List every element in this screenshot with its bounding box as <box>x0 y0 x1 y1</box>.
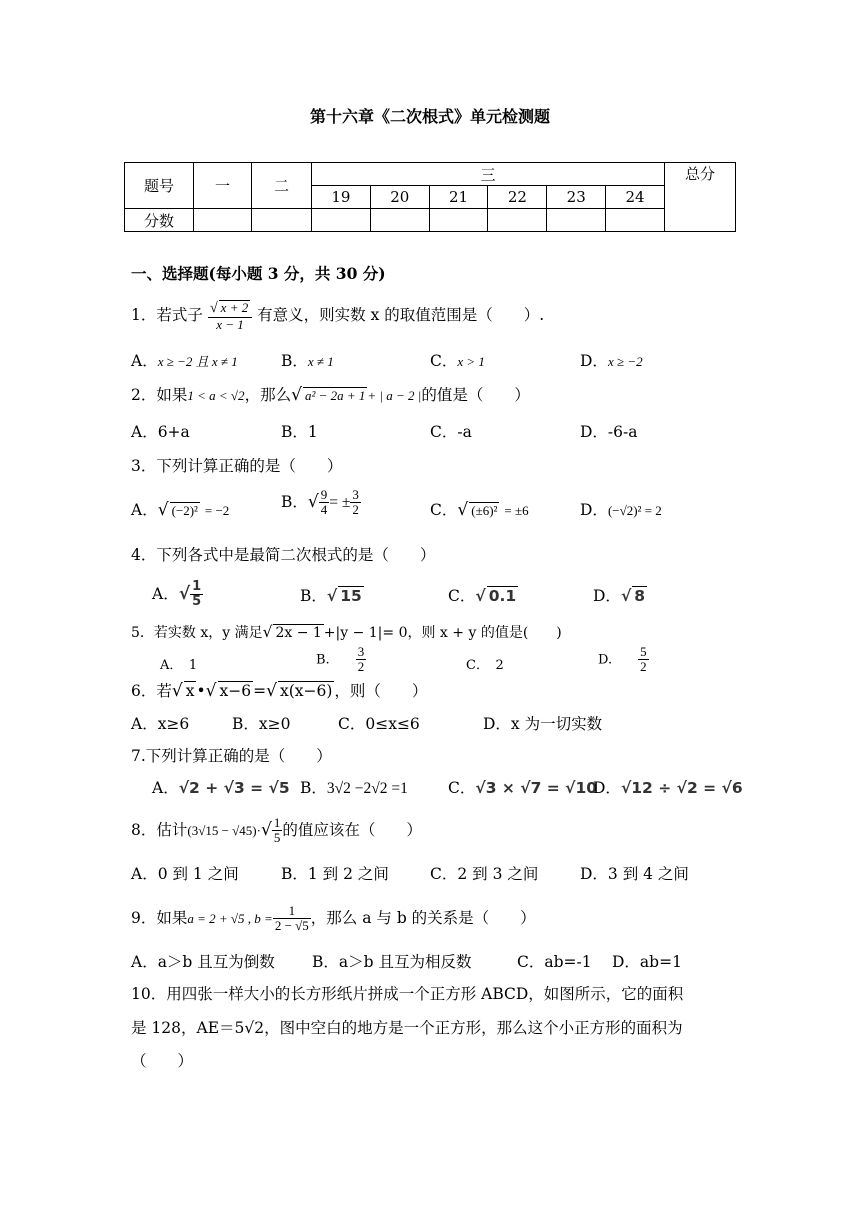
question-6: 6．若√ x •√ x−6 =√ x(x−6) ，则（ ） <box>131 681 428 701</box>
q5-prefix: 5．若实数 x，y 满足 <box>131 625 263 641</box>
frac-num: 1 <box>273 815 281 830</box>
q1-suffix: 有意义，则实数 x 的取值范围是（ ）. <box>257 306 545 325</box>
q9-frac <box>273 904 311 934</box>
option-value: 1 <box>188 658 198 673</box>
q1-option-a <box>131 349 238 371</box>
q6-option-a: A．x≥6 <box>131 715 190 733</box>
q5-option-d <box>598 645 649 675</box>
q6-prefix: 6．若 <box>131 682 172 700</box>
frac-num: 3 <box>357 644 365 659</box>
option-value: x ≥ −2 且 x ≠ 1 <box>157 354 238 369</box>
q8-prefix: 8．估计 <box>131 820 188 839</box>
q2-option-a: A．6+a <box>131 423 190 441</box>
option-label: A． <box>152 779 179 797</box>
q8-option-c: C．2 到 3 之间 <box>430 865 539 883</box>
table-cell: 22 <box>488 186 547 209</box>
option-value: √12 ÷ √2 = √6 <box>620 779 743 797</box>
table-cell <box>370 209 429 232</box>
q3-b-result-frac <box>350 488 361 518</box>
frac-num: 3 <box>352 487 359 502</box>
question-1 <box>131 300 544 332</box>
option-label: B． <box>281 492 308 511</box>
q8-option-d: D．3 到 4 之间 <box>580 865 689 883</box>
table-cell: 总分 <box>665 163 736 232</box>
option-label: D． <box>580 501 608 519</box>
q5-option-b <box>316 645 366 675</box>
option-value: √2 + √3 = √5 <box>178 779 290 797</box>
page-title: 第十六章《二次根式》单元检测题 <box>309 107 550 126</box>
table-cell: 二 <box>252 163 312 209</box>
q5-d-frac <box>638 645 649 675</box>
q7-option-a <box>152 776 290 798</box>
question-10-line-3: （ ） <box>131 1052 194 1070</box>
option-label: B． <box>300 779 327 797</box>
q2-suffix: 的值是（ ） <box>421 386 530 404</box>
option-value: (−√2)² = 2 <box>607 503 662 518</box>
option-label: A． <box>160 658 176 673</box>
option-value: √3 × √7 = √10 <box>475 779 598 797</box>
question-10-line-2: 是 128，AE＝5√2，图中空白的地方是一个正方形，那么这个小正方形的面积为 <box>131 1019 683 1037</box>
q3-option-a: A．√ (−2)² = −2 <box>131 500 230 520</box>
q8-frac <box>272 816 283 846</box>
q1-num: x + 2 <box>220 300 249 315</box>
q2-option-d: D．-6-a <box>580 423 638 441</box>
option-value: x ≥ −2 <box>607 354 643 369</box>
q4-option-d: D．√ 8 <box>593 587 646 605</box>
q6-equals: = <box>253 682 267 700</box>
frac-den: 2 − √5 <box>274 918 309 934</box>
table-cell: 19 <box>312 186 371 209</box>
table-cell <box>312 209 371 232</box>
option-value: 2 <box>495 658 504 673</box>
q2-condition: 1 < a < √2 <box>187 388 245 403</box>
table-cell <box>547 209 606 232</box>
q3-option-b: B．√ $\frac{9}{4}$ = ± $\frac{3}{2}$ <box>281 487 359 518</box>
question-4: 4．下列各式中是最简二次根式的是（ ） <box>131 546 436 564</box>
option-label: A． <box>131 352 158 370</box>
frac-den: 5 <box>273 830 281 846</box>
table-cell: 一 <box>194 163 252 209</box>
frac-num: 1 <box>273 904 311 919</box>
question-3: 3．下列计算正确的是（ ） <box>131 457 343 475</box>
option-label: C． <box>430 352 458 370</box>
question-7: 7.下列计算正确的是（ ） <box>131 747 332 765</box>
option-label: C． <box>466 658 483 673</box>
q2-option-c: C．-a <box>430 423 472 441</box>
q2-radicand: a² − 2a + 1 <box>304 388 366 403</box>
option-label: D． <box>593 779 621 797</box>
q8-expression: (3√15 − √45)· <box>187 822 261 838</box>
frac-num: 1 <box>192 579 202 594</box>
option-value: x > 1 <box>457 354 485 369</box>
option-value: 15 <box>340 587 362 605</box>
question-10-line-1: 10．用四张一样大小的长方形纸片拼成一个正方形 ABCD，如图所示，它的面积 <box>131 985 684 1003</box>
q6-suffix: ，则（ ） <box>334 682 428 700</box>
q3-b-frac <box>319 488 330 518</box>
q4-a-frac <box>190 580 203 610</box>
q8-option-b: B．1 到 2 之间 <box>281 865 389 883</box>
option-label: B． <box>300 587 327 605</box>
q6-radicand-1: x <box>185 682 195 700</box>
option-value: 8 <box>634 587 646 605</box>
table-cell <box>429 209 488 232</box>
table-cell: 三 <box>312 163 665 186</box>
q4-option-b: B．√ 15 <box>300 587 362 605</box>
option-label: A． <box>131 501 158 519</box>
q2-prefix: 2．如果 <box>131 386 188 404</box>
table-cell <box>606 209 665 232</box>
score-table <box>124 162 736 232</box>
option-label: C． <box>448 779 476 797</box>
table-cell: 分数 <box>125 209 194 232</box>
q9-expression: a = 2 + √5 , b = <box>187 910 273 926</box>
option-label: D． <box>593 587 621 605</box>
q4-option-c: C．√ 0.1 <box>448 587 517 605</box>
q6-option-d: D．x 为一切实数 <box>483 715 603 733</box>
question-5: 5．若实数 x，y 满足√ 2x − 1 +|y − 1|= 0，则 x + y 的值是( ) <box>131 623 562 641</box>
q9-option-b: B．a＞b 且互为相反数 <box>312 953 472 971</box>
q1-option-c <box>430 349 485 371</box>
q9-option-d: D．ab=1 <box>612 953 682 971</box>
frac-den: 5 <box>192 594 202 610</box>
frac-den: 2 <box>352 502 359 518</box>
frac-den: 2 <box>640 659 647 675</box>
q2-option-b: B．1 <box>281 423 318 441</box>
table-cell: 23 <box>547 186 606 209</box>
table-cell <box>252 209 312 232</box>
section-heading: 一、选择题(每小题 3 分，共 30 分) <box>131 264 386 283</box>
option-value: (−2)² <box>171 503 198 518</box>
q6-option-c: C．0≤x≤6 <box>338 715 420 733</box>
q6-option-b: B．x≥0 <box>232 715 291 733</box>
q5-option-c <box>466 654 504 673</box>
q7-option-d <box>593 776 743 798</box>
q9-prefix: 9．如果 <box>131 908 188 927</box>
frac-num: 9 <box>320 487 328 502</box>
option-label: D. <box>598 652 613 668</box>
table-cell: 24 <box>606 186 665 209</box>
option-result: = −2 <box>204 503 230 518</box>
q1-option-b <box>281 349 334 371</box>
question-8: 8．估计(3√15 − √45)·√ $\frac{1}{5}$ 的值应该在（ ） <box>131 815 422 846</box>
option-label: B. <box>316 652 330 668</box>
q5-mid: +|y − 1|= 0，则 x + y 的值是( ) <box>323 625 562 641</box>
table-cell: 20 <box>370 186 429 209</box>
q9-option-a: A．a＞b 且互为倒数 <box>131 953 275 971</box>
q6-radicand-3: x(x−6) <box>279 682 333 700</box>
frac-num: 5 <box>640 644 647 659</box>
option-value: 0.1 <box>488 587 517 605</box>
option-label: D． <box>580 352 608 370</box>
q9-option-c: C．ab=-1 <box>517 953 592 971</box>
q8-suffix: 的值应该在（ ） <box>282 820 422 839</box>
option-result: = ± <box>329 493 351 511</box>
q6-radicand-2: x−6 <box>219 682 252 700</box>
table-cell <box>194 209 252 232</box>
question-2: 2．如果1 < a < √2，那么√ a² − 2a + 1 + | a − 2 |的值是（ ） <box>131 385 530 405</box>
q9-suffix: ，那么 a 与 b 的关系是（ ） <box>310 908 536 927</box>
q1-den: x − 1 <box>216 316 244 332</box>
frac-den: 4 <box>320 502 328 518</box>
option-value: x ≠ 1 <box>307 354 334 369</box>
question-9 <box>131 904 536 934</box>
frac-den: 2 <box>357 659 365 675</box>
option-label: C． <box>430 501 458 519</box>
option-value: (±6)² <box>471 503 498 518</box>
q7-option-c <box>448 776 597 798</box>
q2-mid: ，那么 <box>244 386 292 404</box>
q1-prefix: 1．若式子 <box>131 306 203 325</box>
q1-option-d <box>580 349 643 371</box>
q5-radicand: 2x − 1 <box>275 625 322 641</box>
table-cell: 题号 <box>125 163 194 209</box>
q6-dot: • <box>196 682 206 700</box>
option-value: 3√2 −2√2 =1 <box>326 780 408 797</box>
q1-fraction: $\frac{√ x + 2}{x - 1}$ <box>208 300 252 332</box>
table-cell: 21 <box>429 186 488 209</box>
q4-option-a: A．√ $\frac{1}{5}$ <box>152 579 202 610</box>
option-label: B． <box>281 352 308 370</box>
q7-option-b <box>300 776 408 798</box>
q2-abs: + | a − 2 | <box>367 388 422 403</box>
option-result: = ±6 <box>504 503 529 518</box>
q3-option-d <box>580 498 662 520</box>
option-label: C． <box>448 587 476 605</box>
q5-b-frac <box>356 645 367 675</box>
q8-option-a: A．0 到 1 之间 <box>131 865 239 883</box>
q3-option-c: C．√ (±6)² = ±6 <box>430 500 529 520</box>
option-label: A． <box>152 584 179 603</box>
q5-option-a <box>160 654 197 673</box>
table-cell <box>488 209 547 232</box>
